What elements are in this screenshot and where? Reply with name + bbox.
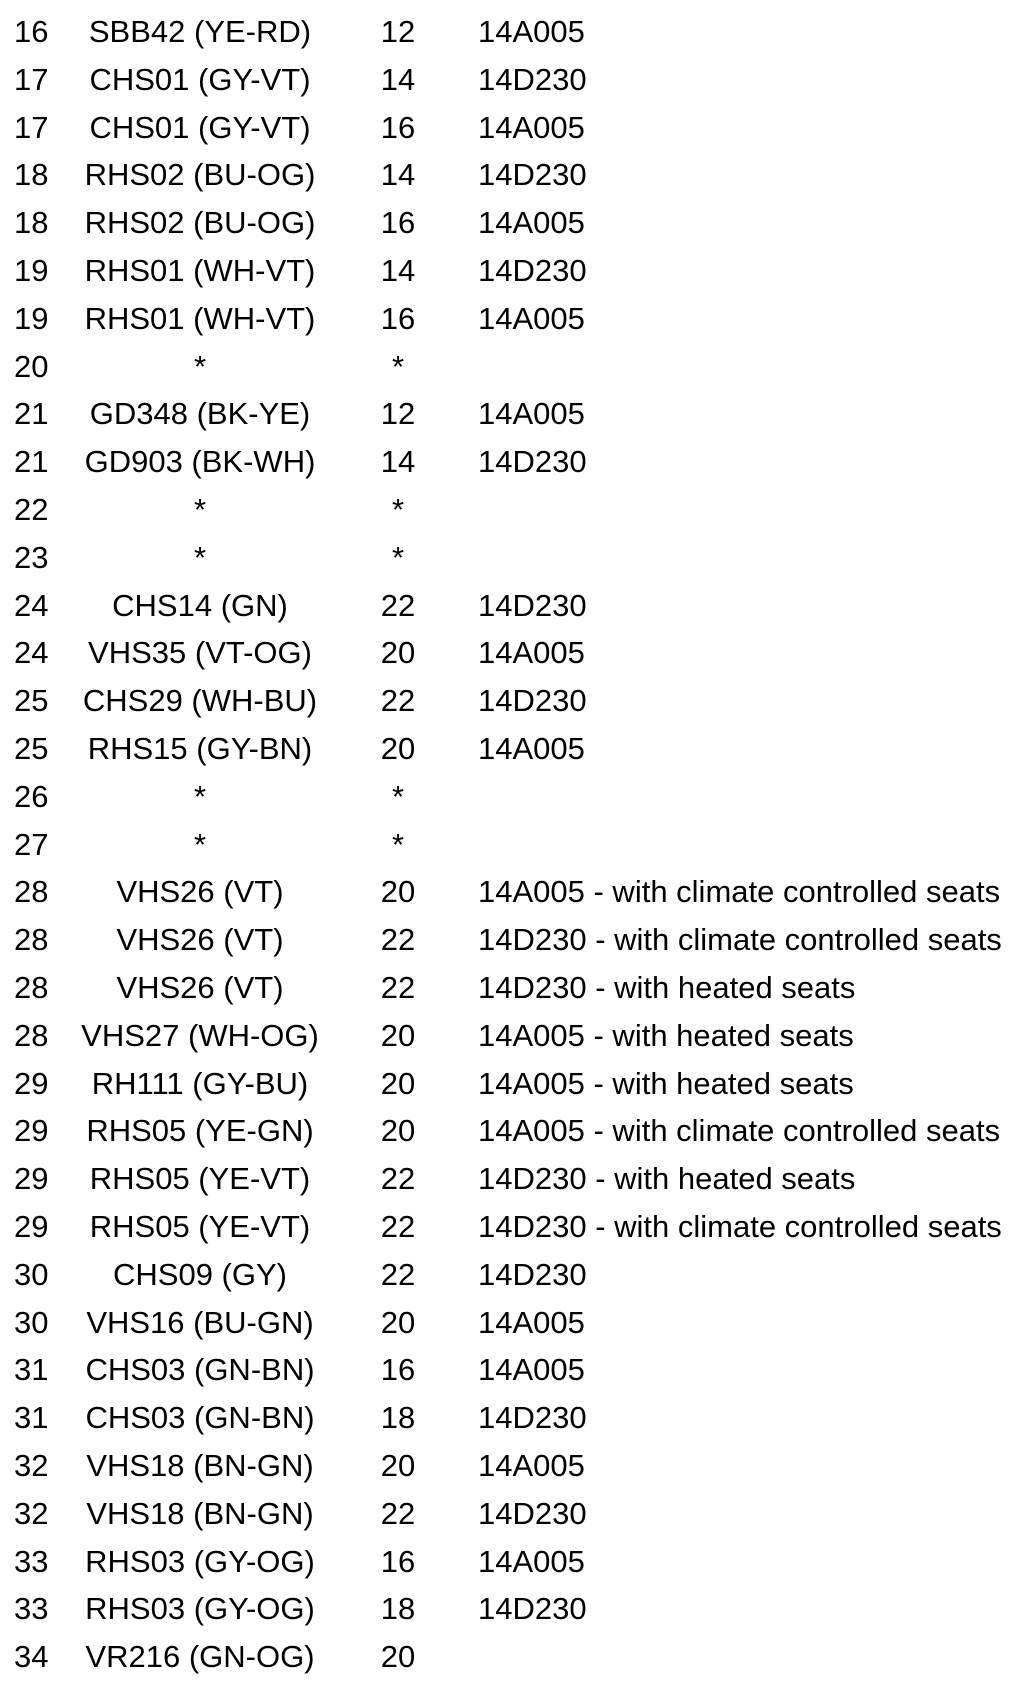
circuit-color: RHS05 (YE-VT) xyxy=(89,1161,311,1197)
pin-number: 32 xyxy=(14,1447,49,1483)
wire-gauge: 16 xyxy=(380,1543,416,1579)
circuit-color: SBB42 (YE-RD) xyxy=(88,14,312,49)
table-row xyxy=(0,585,1023,633)
harness-note: 14A005 xyxy=(478,109,585,145)
table-row xyxy=(0,824,1023,872)
circuit-color: VHS26 (VT) xyxy=(116,969,284,1005)
wire-gauge: * xyxy=(391,826,405,862)
circuit-color: RHS01 (WH-VT) xyxy=(84,252,316,288)
table-row xyxy=(0,1636,1023,1684)
table-row xyxy=(0,1063,1023,1111)
harness-note: 14D230 xyxy=(478,1495,587,1531)
harness-note: 14A005 xyxy=(478,1352,585,1388)
wire-gauge: 22 xyxy=(380,969,416,1005)
pin-number: 18 xyxy=(14,157,49,193)
pin-number: 21 xyxy=(14,444,49,480)
circuit-color: CHS01 (GY-VT) xyxy=(89,109,311,145)
table-row xyxy=(0,202,1023,250)
circuit-color: * xyxy=(193,491,207,527)
pin-number: 23 xyxy=(14,539,49,575)
harness-note: 14D230 xyxy=(478,252,587,288)
wire-gauge: 20 xyxy=(380,1113,416,1149)
circuit-color: VHS16 (BU-GN) xyxy=(86,1304,314,1340)
pin-number: 24 xyxy=(14,587,49,623)
harness-note: 14A005 xyxy=(478,1447,585,1483)
table-row xyxy=(0,1588,1023,1636)
table-row xyxy=(0,1015,1023,1063)
harness-note: 14A005 xyxy=(478,730,585,766)
pin-number: 33 xyxy=(14,1543,49,1579)
wire-gauge: 20 xyxy=(380,1447,416,1483)
pin-number: 28 xyxy=(14,874,49,910)
table-row xyxy=(0,632,1023,680)
wire-gauge: 16 xyxy=(380,205,416,241)
wire-gauge: 14 xyxy=(380,61,416,97)
wire-gauge: 20 xyxy=(380,1017,416,1053)
table-row xyxy=(0,11,1023,59)
pin-number: 19 xyxy=(14,300,49,336)
table-row xyxy=(0,728,1023,776)
circuit-color: RHS05 (YE-GN) xyxy=(86,1113,314,1149)
table-row xyxy=(0,967,1023,1015)
harness-note: 14D230 - with heated seats xyxy=(478,1161,856,1197)
circuit-color: RHS02 (BU-OG) xyxy=(84,205,316,241)
harness-note: 14D230 xyxy=(478,1256,587,1292)
table-row xyxy=(0,107,1023,155)
wire-gauge: * xyxy=(391,491,405,527)
table-row xyxy=(0,298,1023,346)
pin-number: 34 xyxy=(14,1639,49,1675)
table-row xyxy=(0,1541,1023,1589)
wire-gauge: 22 xyxy=(380,1256,416,1292)
pin-number: 20 xyxy=(14,348,49,384)
table-row xyxy=(0,871,1023,919)
pin-number: 21 xyxy=(14,396,49,432)
connector-pin-table xyxy=(0,11,1023,1684)
harness-note: 14A005 - with heated seats xyxy=(478,1017,854,1053)
pin-number: 25 xyxy=(14,730,49,766)
circuit-color: * xyxy=(193,348,207,384)
wire-gauge: 20 xyxy=(380,1639,416,1675)
table-row xyxy=(0,59,1023,107)
table-row xyxy=(0,250,1023,298)
wire-gauge: 20 xyxy=(380,874,416,910)
pin-number: 28 xyxy=(14,969,49,1005)
pin-number: 29 xyxy=(14,1065,49,1101)
circuit-color: RHS01 (WH-VT) xyxy=(84,300,316,336)
wire-gauge: * xyxy=(391,539,405,575)
harness-note: 14D230 xyxy=(478,1400,587,1436)
harness-note: 14D230 xyxy=(478,61,587,97)
pin-number: 28 xyxy=(14,922,49,958)
pin-number: 27 xyxy=(14,826,49,862)
circuit-color: VHS18 (BN-GN) xyxy=(86,1447,314,1483)
pin-number: 26 xyxy=(14,778,49,814)
pin-number: 30 xyxy=(14,1256,49,1292)
harness-note: 14A005 xyxy=(478,396,585,432)
circuit-color: RHS05 (YE-VT) xyxy=(89,1208,311,1244)
pin-number: 17 xyxy=(14,61,49,97)
harness-note: 14A005 xyxy=(478,14,585,49)
pin-number: 25 xyxy=(14,683,49,719)
wire-gauge: 22 xyxy=(380,1495,416,1531)
table-row xyxy=(0,1158,1023,1206)
wire-gauge: 12 xyxy=(380,14,416,49)
wire-gauge: 20 xyxy=(380,1304,416,1340)
circuit-color: CHS01 (GY-VT) xyxy=(89,61,311,97)
pin-number: 29 xyxy=(14,1161,49,1197)
table-row xyxy=(0,537,1023,585)
pin-number: 18 xyxy=(14,205,49,241)
wire-gauge: 16 xyxy=(380,300,416,336)
harness-note: 14D230 - with climate controlled seats xyxy=(478,1208,1002,1244)
table-row xyxy=(0,489,1023,537)
circuit-color: VR216 (GN-OG) xyxy=(85,1639,315,1675)
harness-note: 14A005 xyxy=(478,205,585,241)
circuit-color: CHS29 (WH-BU) xyxy=(82,683,318,719)
circuit-color: RH111 (GY-BU) xyxy=(91,1065,309,1101)
wire-gauge: 14 xyxy=(380,252,416,288)
harness-note: 14D230 xyxy=(478,1591,587,1627)
table-row xyxy=(0,1302,1023,1350)
table-row xyxy=(0,154,1023,202)
wire-gauge: 22 xyxy=(380,1161,416,1197)
table-row xyxy=(0,1206,1023,1254)
circuit-color: VHS27 (WH-OG) xyxy=(81,1017,319,1053)
pin-number: 31 xyxy=(14,1400,49,1436)
pin-number: 22 xyxy=(14,491,49,527)
harness-note: 14D230 xyxy=(478,157,587,193)
harness-note: 14A005 xyxy=(478,635,585,671)
harness-note: 14D230 - with climate controlled seats xyxy=(478,922,1002,958)
circuit-color: CHS03 (GN-BN) xyxy=(85,1400,315,1436)
circuit-color: VHS18 (BN-GN) xyxy=(86,1495,314,1531)
table-row xyxy=(0,1254,1023,1302)
circuit-color: CHS03 (GN-BN) xyxy=(85,1352,315,1388)
circuit-color: RHS02 (BU-OG) xyxy=(84,157,316,193)
pin-number: 19 xyxy=(14,252,49,288)
harness-note: 14D230 - with heated seats xyxy=(478,969,856,1005)
table-row xyxy=(0,393,1023,441)
pin-number: 17 xyxy=(14,109,49,145)
wire-gauge: * xyxy=(391,778,405,814)
harness-note: 14A005 xyxy=(478,300,585,336)
wire-gauge: 14 xyxy=(380,157,416,193)
wire-gauge: 22 xyxy=(380,683,416,719)
circuit-color: VHS35 (VT-OG) xyxy=(88,635,312,671)
table-row xyxy=(0,680,1023,728)
harness-note: 14A005 - with climate controlled seats xyxy=(478,874,1001,910)
harness-note: 14A005 - with heated seats xyxy=(478,1065,854,1101)
wire-gauge: 12 xyxy=(380,396,416,432)
wire-gauge: 22 xyxy=(380,587,416,623)
pin-number: 29 xyxy=(14,1208,49,1244)
pin-number: 30 xyxy=(14,1304,49,1340)
circuit-color: CHS09 (GY) xyxy=(113,1256,287,1292)
wire-gauge: 22 xyxy=(380,1208,416,1244)
wire-gauge: 22 xyxy=(380,922,416,958)
table-row xyxy=(0,1445,1023,1493)
circuit-color: * xyxy=(193,539,207,575)
circuit-color: RHS03 (GY-OG) xyxy=(85,1543,315,1579)
wire-gauge: 20 xyxy=(380,635,416,671)
harness-note: 14D230 xyxy=(478,444,587,480)
table-row xyxy=(0,1397,1023,1445)
table-row xyxy=(0,776,1023,824)
circuit-color: * xyxy=(193,826,207,862)
wire-gauge: 20 xyxy=(380,1065,416,1101)
harness-note: 14D230 xyxy=(478,683,587,719)
table-row xyxy=(0,919,1023,967)
harness-note: 14A005 - with climate controlled seats xyxy=(478,1113,1001,1149)
wire-gauge: 18 xyxy=(380,1400,416,1436)
table-row xyxy=(0,1493,1023,1541)
pin-number: 29 xyxy=(14,1113,49,1149)
harness-note: 14D230 xyxy=(478,587,587,623)
pin-number: 31 xyxy=(14,1352,49,1388)
harness-note: 14A005 xyxy=(478,1543,585,1579)
harness-note: 14A005 xyxy=(478,1304,585,1340)
circuit-color: VHS26 (VT) xyxy=(116,922,284,958)
circuit-color: RHS03 (GY-OG) xyxy=(85,1591,315,1627)
wire-gauge: 16 xyxy=(380,1352,416,1388)
wire-gauge: 18 xyxy=(380,1591,416,1627)
pin-number: 33 xyxy=(14,1591,49,1627)
wire-gauge: * xyxy=(391,348,405,384)
table-row xyxy=(0,1349,1023,1397)
wire-gauge: 20 xyxy=(380,730,416,766)
circuit-color: RHS15 (GY-BN) xyxy=(87,730,313,766)
circuit-color: GD903 (BK-WH) xyxy=(84,444,316,480)
table-row xyxy=(0,441,1023,489)
pin-number: 32 xyxy=(14,1495,49,1531)
wire-gauge: 14 xyxy=(380,444,416,480)
circuit-color: * xyxy=(193,778,207,814)
circuit-color: CHS14 (GN) xyxy=(112,587,288,623)
circuit-color: GD348 (BK-YE) xyxy=(89,396,311,432)
table-row xyxy=(0,1110,1023,1158)
wire-gauge: 16 xyxy=(380,109,416,145)
pin-number: 24 xyxy=(14,635,49,671)
pin-number: 28 xyxy=(14,1017,49,1053)
circuit-color: VHS26 (VT) xyxy=(116,874,284,910)
table-row xyxy=(0,346,1023,394)
pin-number: 16 xyxy=(14,14,49,49)
